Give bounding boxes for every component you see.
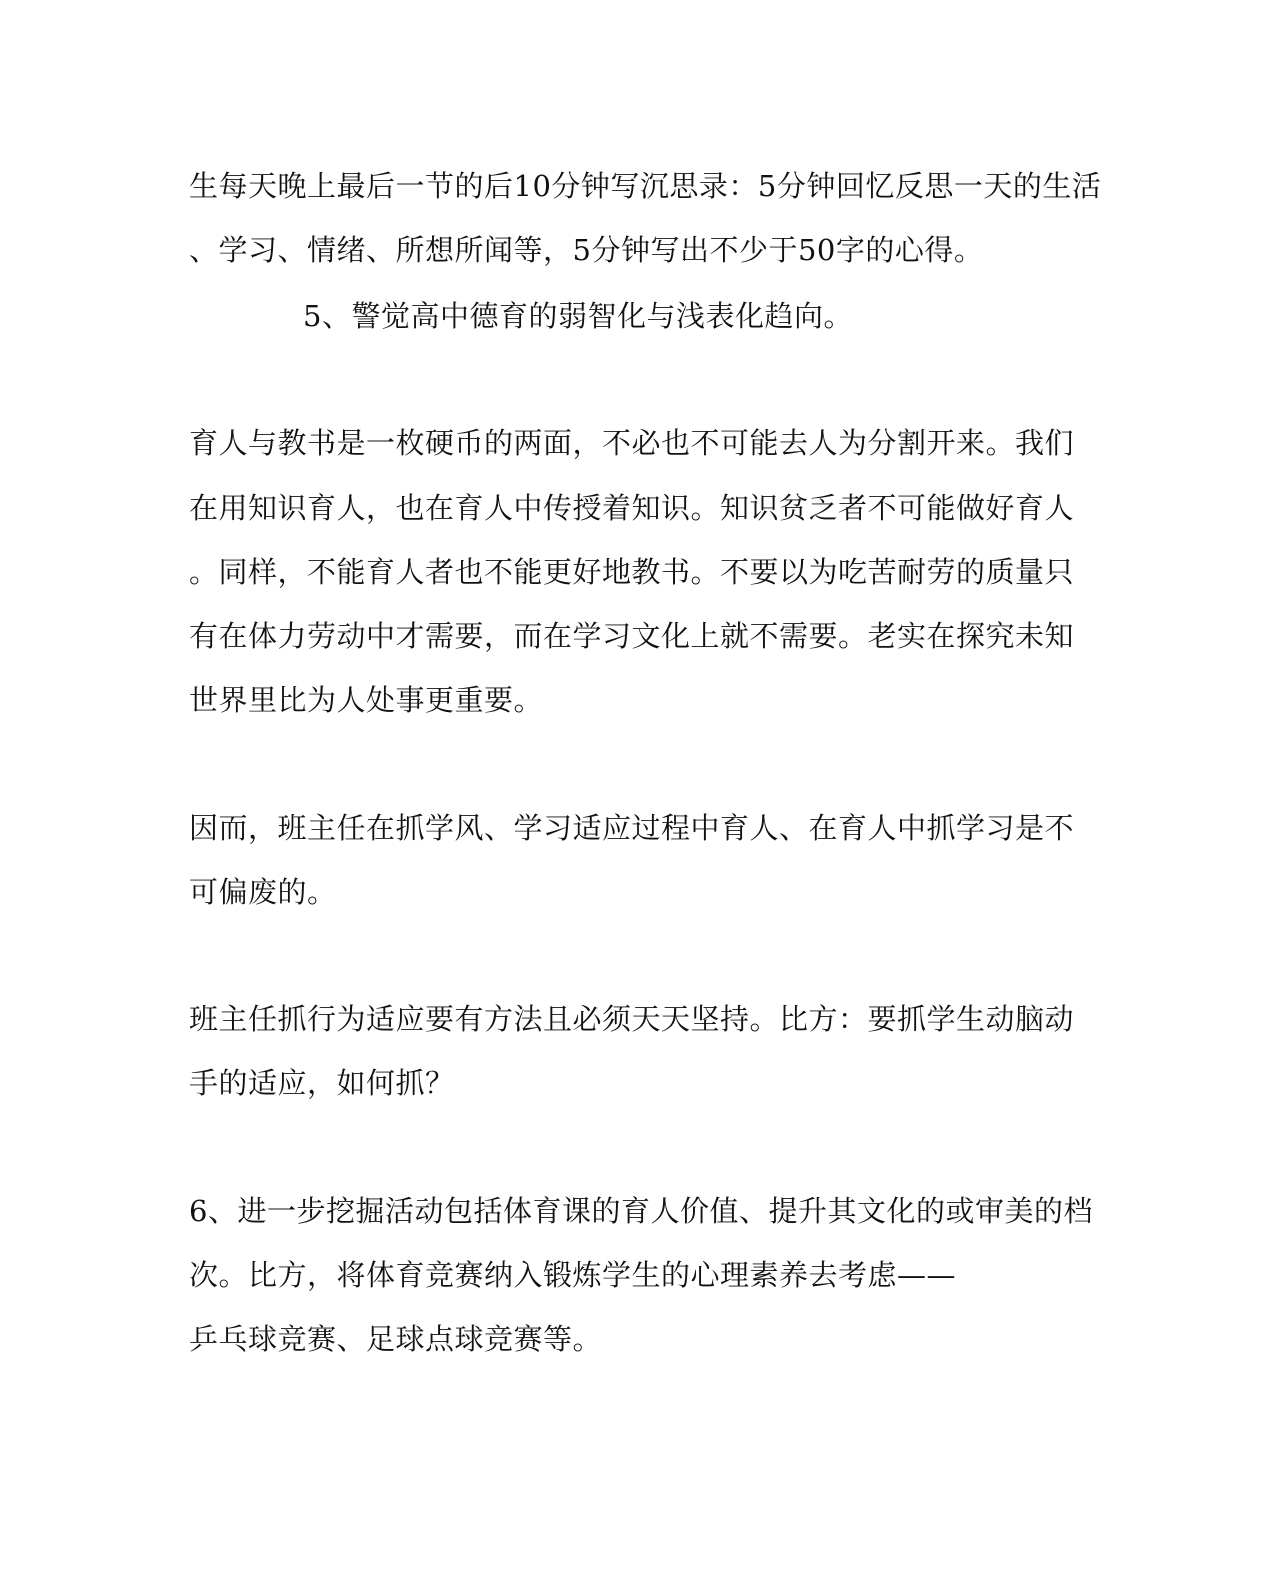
text-line: 班主任抓行为适应要有方法且必须天天坚持。比方：要抓学生动脑动 (189, 1002, 1075, 1036)
text-line: 可偏废的。 (189, 875, 337, 909)
text-line: 次。比方，将体育竞赛纳入锻炼学生的心理素养去考虑—— (189, 1258, 957, 1292)
text-line: 手的适应，如何抓？ (189, 1066, 455, 1100)
text-line: 、学习、情绪、所想所闻等，5分钟写出不少于50字的心得。 (189, 233, 984, 267)
text-line: 乒乓球竞赛、足球点球竞赛等。 (189, 1322, 603, 1356)
text-line: 因而，班主任在抓学风、学习适应过程中育人、在育人中抓学习是不 (189, 811, 1075, 845)
text-line: 生每天晚上最后一节的后10分钟写沉思录：5分钟回忆反思一天的生活 (189, 169, 1102, 203)
text-line: 在用知识育人，也在育人中传授着知识。知识贫乏者不可能做好育人 (189, 491, 1075, 525)
text-line: 育人与教书是一枚硬币的两面，不必也不可能去人为分割开来。我们 (189, 426, 1075, 460)
section-heading: 5、警觉高中德育的弱智化与浅表化趋向。 (303, 299, 853, 333)
text-line: 有在体力劳动中才需要，而在学习文化上就不需要。老实在探究未知 (189, 619, 1075, 653)
text-line: 世界里比为人处事更重要。 (189, 683, 544, 717)
text-line: 。同样，不能育人者也不能更好地教书。不要以为吃苦耐劳的质量只 (189, 555, 1075, 589)
section-heading: 6、进一步挖掘活动包括体育课的育人价值、提升其文化的或审美的档 (189, 1194, 1093, 1228)
